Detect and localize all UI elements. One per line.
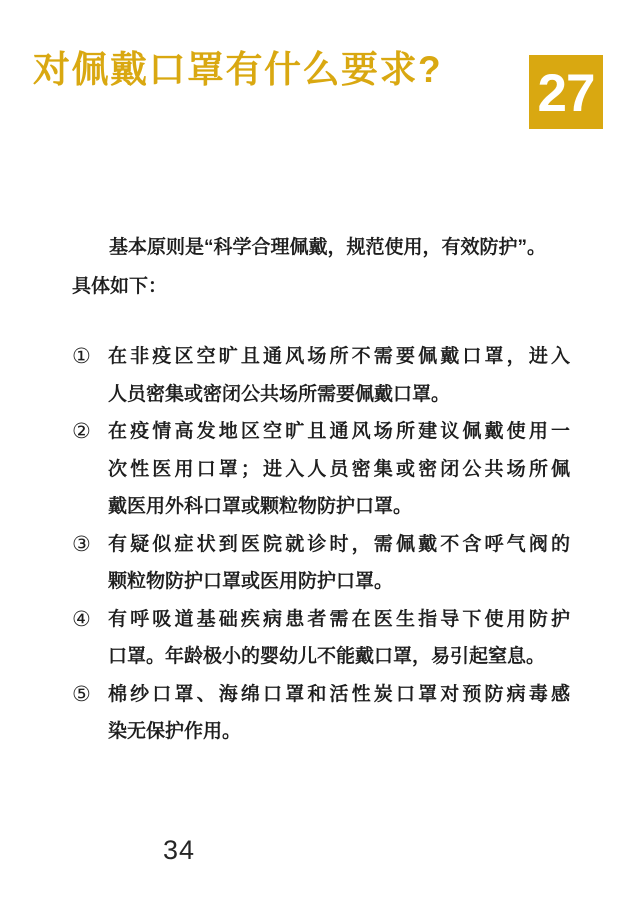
- item-text-line: 在非疫区空旷且通风场所不需要佩戴口罩，进入: [108, 346, 570, 367]
- item-text-line: 颗粒物防护口罩或医用防护口罩。: [108, 571, 394, 592]
- item-marker: ①: [72, 345, 91, 368]
- list-item: [72, 676, 570, 751]
- list-item: [72, 601, 570, 676]
- item-text-line: 染无保护作用。: [108, 721, 242, 742]
- list-item: [72, 338, 570, 413]
- requirements-list: [72, 338, 570, 751]
- item-text-line: 人员密集或密闭公共场所需要佩戴口罩。: [108, 383, 451, 405]
- list-item: [72, 526, 570, 601]
- page-number: 34: [163, 835, 196, 865]
- item-text: [108, 413, 570, 526]
- item-text: [108, 601, 570, 676]
- list-item: [72, 413, 570, 526]
- item-text: [108, 338, 570, 413]
- page-title: 对佩戴口罩有什么要求?: [33, 49, 443, 90]
- item-text-line: 戴医用外科口罩或颗粒物防护口罩。: [108, 496, 413, 517]
- item-marker: ②: [72, 420, 91, 443]
- question-number-badge: 27: [529, 55, 603, 129]
- item-text-line: 在疫情高发地区空旷且通风场所建议佩戴使用一: [108, 421, 570, 442]
- item-marker: ⑤: [72, 682, 91, 706]
- item-text-line: 棉纱口罩、海绵口罩和活性炭口罩对预防病毒感: [108, 683, 570, 705]
- item-text: [108, 526, 570, 601]
- item-text: [108, 676, 570, 751]
- item-text-line: 口罩。年龄极小的婴幼儿不能戴口罩，易引起窒息。: [108, 646, 546, 667]
- item-text-line: 有疑似症状到医院就诊时，需佩戴不含呼气阀的: [108, 533, 570, 555]
- intro-paragraph: [72, 228, 572, 306]
- intro-line: 基本原则是“科学合理佩戴，规范使用，有效防护”。: [109, 237, 547, 258]
- item-marker: ③: [72, 532, 91, 556]
- item-marker: ④: [72, 607, 91, 631]
- intro-line: 具体如下：: [72, 276, 168, 297]
- item-text-line: 有呼吸道基础疾病患者需在医生指导下使用防护: [108, 608, 570, 630]
- item-text-line: 次性医用口罩；进入人员密集或密闭公共场所佩: [108, 458, 570, 480]
